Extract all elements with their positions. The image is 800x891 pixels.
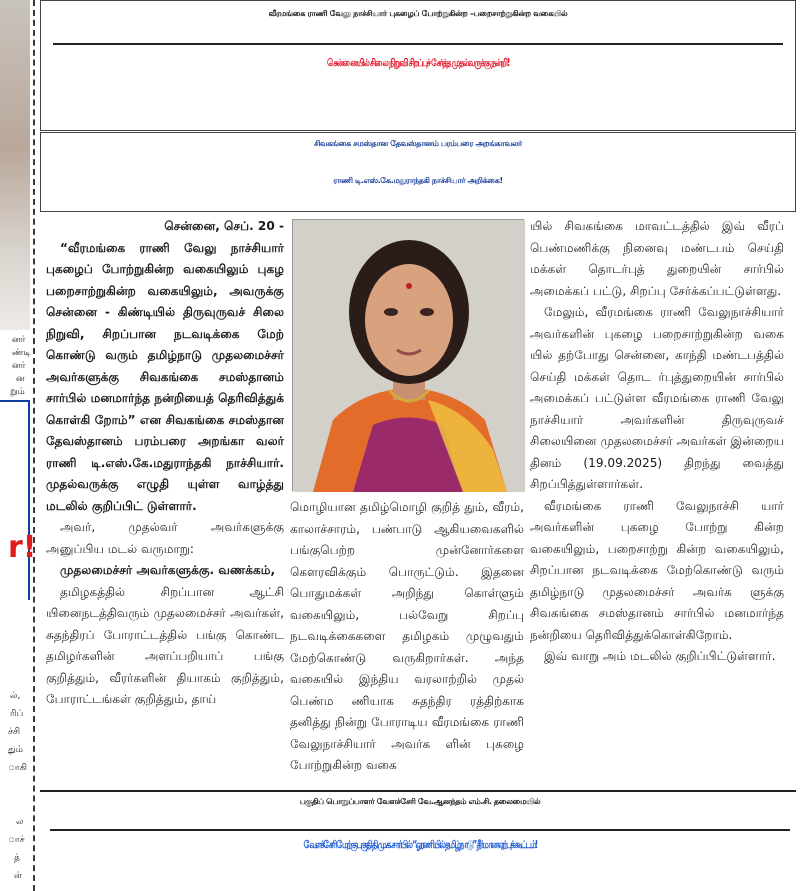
body-paragraph: யில் சிவகங்கை மாவட்டத்தில் இவ் வீரப் பெண்மணிக்கு நினைவு மண்டபம் செய்தி மக்கள் தொடர்புத் துறையின் சார்பில் அமைக்கப் பட்டு, சிறப்பு சேர்க்கப்பட்டுள்ளது. <box>530 219 784 298</box>
edge-snippet: ாச் <box>8 835 25 845</box>
salutation: முதலமைச்சர் அவர்களுக்கு. வணக்கம், <box>60 563 276 577</box>
adjacent-box-border <box>0 400 30 402</box>
headline-kicker: வீரமங்கை ராணி வேலு நாச்சியார் புகழைப் போற்றுகின்ற –பறைசாற்றுகின்ற வகையில் <box>268 9 568 18</box>
subheadline-box <box>40 132 796 212</box>
edge-snippet: ன <box>16 374 25 384</box>
section-divider <box>40 790 796 792</box>
subheadline-line-2: ராணி டி.எஸ்.கே.மதுராந்தகி நாச்சியார் அறிக்கை! <box>333 176 503 185</box>
article-column-3 <box>530 216 784 668</box>
edge-snippet: ல <box>16 817 24 827</box>
article-column-2 <box>290 497 524 777</box>
next-article-headline: வேளச்சேரி மேற்கு பகுதி தி.மு.க. சார்பில் “ஓரணியில் தமிழ்நாடு” தீர்மான ஏற்புக் கூட்டம்! <box>303 839 537 851</box>
column-separator <box>33 0 35 891</box>
portrait-illustration <box>293 220 525 492</box>
edge-snippet: ள் <box>14 871 23 881</box>
adjacent-box-side <box>28 400 30 600</box>
edge-snippet: றும் <box>10 387 25 397</box>
edge-snippet: ாகி <box>8 763 27 773</box>
closing-line: இவ் வாறு அம் மடலில் குறிப்பிட்டுள்ளார். <box>544 649 776 663</box>
subheadline-line-1: சிவகங்கை சமஸ்தான தேவஸ்தானம் பரம்பரை அறங்காவலர் <box>314 139 522 148</box>
edge-snippet: ல், <box>10 691 21 701</box>
main-headline: சென்னையில் சிலை நிறுவி சிறப்புச் சேர்த்த முதல்வருக்கு நன்றி! <box>327 57 509 69</box>
dateline: சென்னை, செப். 20 - <box>164 219 284 233</box>
next-article-rule <box>50 829 790 831</box>
edge-snippet: னர் <box>12 361 26 371</box>
next-article-kicker: பகுதிப் பொறுப்பாளர் வேளச்சேரி வே.ஆனந்தம் எம்.சி. தலைமையில் <box>299 797 541 806</box>
adjacent-photo <box>0 0 30 330</box>
edge-snippet: ண்டி <box>12 348 31 358</box>
lead-quote: “வீரமங்கை ராணி வேலு நாச்சியார் புகழைப் போற்றுகின்ற வகையிலும் புகழ பறைசாற்றுகின்ற வகையிலும், அவருக்கு சென்னை - கிண்டியில் திருவுருவச் சிலை நிறுவி, சிறப்பான நடவடிக்கை மேற் கொண்டு வரும் தமிழ்நாடு முதலமைச்சர் அவர்களுக்கு சிவகங்கை சமஸ்தானம் சார்பில் மனமார்ந்த நன்றியைத் தெரிவித்துக் கொள்கி றோம்” என சிவகங்கை சமஸ்தான தேவஸ்தானம் பரம்பரை அறங்கா வலர் ராணி டி.எஸ்.கே.மதுராந்தகி நாச்சியார். முதல்வருக்கு எழுதி யுள்ள வாழ்த்து மடலில் குறிப்பிட் டுள்ளார். <box>46 240 284 513</box>
edge-snippet: தும் <box>8 745 24 755</box>
body-paragraph: மொழியான தமிழ்மொழி குறித் தும், வீரம், காலாச்சாரம், பண்பாடு ஆகியவைகளில் பங்குபெற்ற முன்னோர்களை கௌரவிக்கும் பொருட்டும். இதனை பொதுமக்கள் அறிந்து கொள்ளும் வகையிலும், பல்வேறு சிறப்பு நடவடிக்கைகளை தமிழகம் முழுவதும் மேற்கொண்டு வருகிறார்கள். அந்த வகையில் இந்திய வரலாற்றில் முதல் பெண்ம ணியாக சுதந்திர ரத்திற்காக தனித்து நின்று போராடிய வீரமங்கை ராணி வேலுநாச்சியார் அவர்க ளின் புகழை போற்றுகின்ற வகை <box>290 500 524 772</box>
portrait-photo <box>292 219 524 491</box>
edge-snippet: ச்சி <box>8 727 21 737</box>
news-article <box>40 0 800 891</box>
adjacent-red-headline: r! <box>8 530 37 565</box>
edge-snippet: ரிப் <box>10 709 24 719</box>
headline-box <box>40 0 796 131</box>
edge-snippet: த் <box>14 853 20 863</box>
kicker-rule <box>53 43 783 45</box>
body-paragraph: தமிழகத்தில் சிறப்பான ஆட்சி யினைநடத்திவரும் முதலமைச்சர் அவர்கள், சுதந்திரப் போராட்டத்தில் பங்கு கொண்ட தமிழர்களின் அளப்பறியாப் பங்கு குறித்தும், வீரர்களின் தியாகம் குறித்தும், போராட்டங்கள் குறித்தும், தாய் <box>46 584 284 706</box>
intro-paragraph: அவர், முதல்வர் அவர்களுக்கு அனுப்பிய மடல் வருமாறு: <box>46 520 284 556</box>
article-column-1 <box>46 216 284 711</box>
body-paragraph: மேலும், வீரமங்கை ராணி வேலுநாச்சியார் அவர்களின் புகழை பறைசாற்றுகின்ற வகை யில் தற்போது சென்னை, காந்தி மண்டபத்தில் செய்தி மக்கள் தொட ர்புத்துறையின் சார்பில் அமைக்கப் பட்டுள்ள வீரமங்கை ராணி வேலு நாச்சியார் அவர்களின் திருவுருவச் சிலையினை முதலமைச்சர் அவர்கள் இன்றைய தினம் (19.09.2025) திறந்து வைத்து சிறப்பித்துள்ளார்கள். <box>530 305 784 491</box>
edge-snippet: னர் <box>12 335 26 345</box>
body-paragraph: வீரமங்கை ராணி வேலுநாச்சி யார் அவர்களின் புகழை போற்று கின்ற வகையிலும், பறைசாற்று கின்ற வகையிலும், சிறப்பான நடவடிக்கை மேற்கொண்டு வரும் தமிழ்நாடு முதலமைச்சர் அவர்க ளுக்கு சிவகங்கை சமஸ்தானம் சார்பில் மனமார்ந்த நன்றியை தெரிவித்துக்கொள்கிறோம். <box>530 498 784 642</box>
adjacent-article-strip <box>0 0 37 891</box>
